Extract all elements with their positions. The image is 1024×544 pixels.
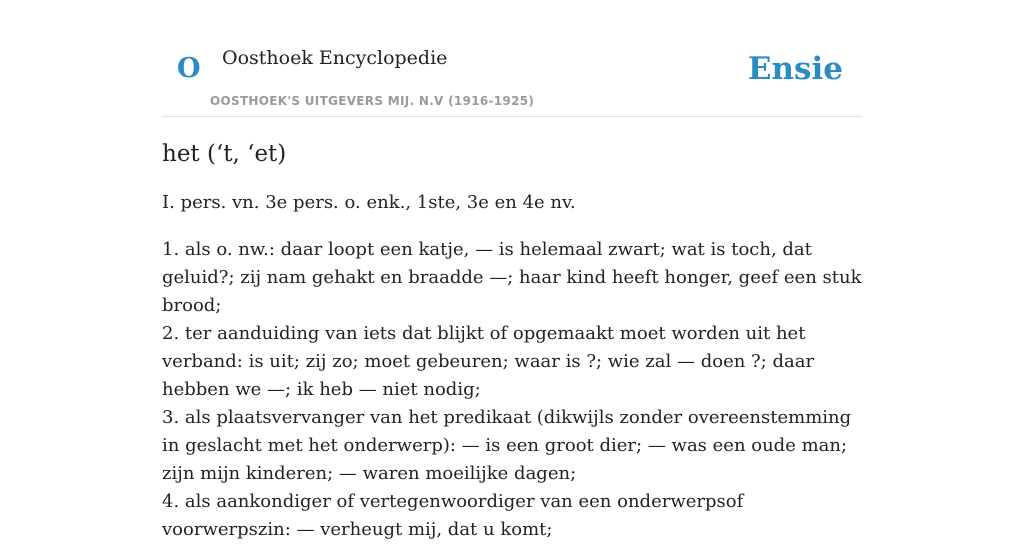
sense-item: 3. als plaatsvervanger van het predikaat (dikwijls zonder overeenstemming in geslacht met het onderwerp): — is een groot dier; — was een oude man; zijn mijn kinderen; — waren moeilijke dagen; — [162, 407, 852, 484]
entry-senses — [162, 236, 862, 544]
publisher-subtitle: OOSTHOEK'S UITGEVERS MIJ. N.V (1916-1925) — [210, 94, 535, 108]
entry-content — [162, 137, 862, 544]
entry-grammar: I. pers. vn. 3e pers. o. enk., 1ste, 3e en 4e nv. — [162, 192, 576, 213]
sense-item: 2. ter aanduiding van iets dat blijkt of opgemaakt moet worden uit het verband: is uit; zij zo; moet gebeuren; waar is ?; wie zal — doen ?; daar hebben we —; ik heb — niet nodig; — [162, 323, 815, 400]
entry-headword: het (‘t, ‘et) — [162, 141, 287, 167]
sense-item: 4. als aankondiger of vertegenwoordiger van een onderwerpsof voorwerpszin: — verheugt mij, dat u komt; — [162, 491, 744, 540]
ensie-logo[interactable]: Ensie — [747, 51, 843, 87]
letter-index-badge[interactable]: O — [177, 53, 201, 84]
sense-item: 1. als o. nw.: daar loopt een katje, — is helemaal zwart; wat is toch, dat geluid?; zij nam gehakt en braadde —; haar kind heeft honger, geef een stuk brood; — [162, 239, 862, 316]
site-header — [162, 0, 862, 117]
encyclopedia-title[interactable]: Oosthoek Encyclopedie — [222, 47, 448, 69]
